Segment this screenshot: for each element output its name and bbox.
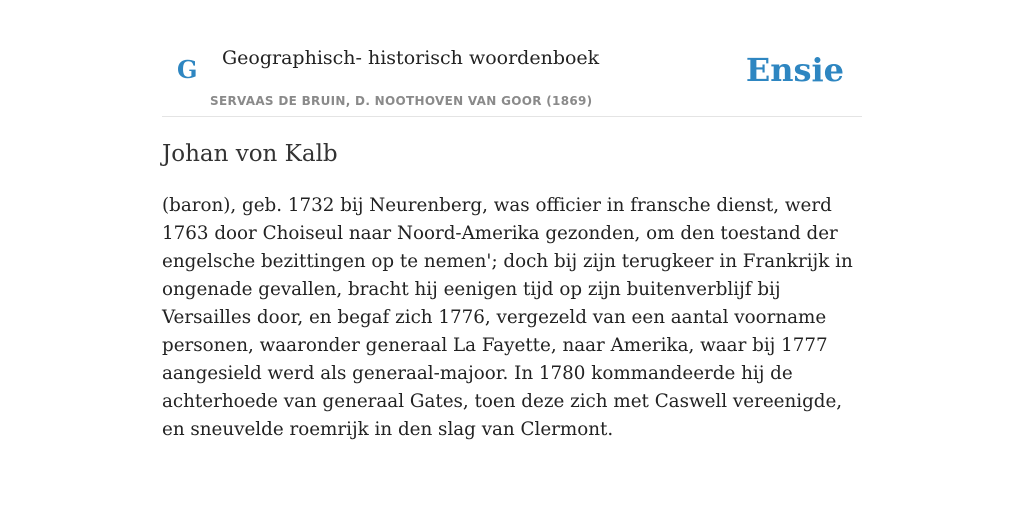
entry-body: (baron), geb. 1732 bij Neurenberg, was officier in fransche dienst, werd 1763 door Choiseul naar Noord-Amerika gezonden, om den toestand der engelsche bezittingen op te nemen'; doch bij zijn terugkeer in Frankrijk in ongenade gevallen, bracht hij eenigen tijd op zijn buitenverblijf bij Versailles door, en begaf zich 1776, vergezeld van een aantal voorname personen, waaronder generaal La Fayette, naar Amerika, waar bij 1777 aangesield werd als generaal-majoor. In 1780 kommandeerde hij de achterhoede van generaal Gates, toen deze zich met Caswell vereenigde, en sneuvelde roemrijk in den slag van Clermont. [162, 195, 853, 440]
entry-title: Johan von Kalb [162, 141, 338, 167]
book-authors: SERVAAS DE BRUIN, D. NOOTHOVEN VAN GOOR (1869) [210, 94, 593, 108]
book-logo-icon[interactable]: G [177, 55, 198, 84]
brand-logo[interactable]: Ensie [745, 51, 844, 89]
book-header [162, 40, 862, 117]
book-title[interactable]: Geographisch- historisch woordenboek [222, 47, 600, 69]
